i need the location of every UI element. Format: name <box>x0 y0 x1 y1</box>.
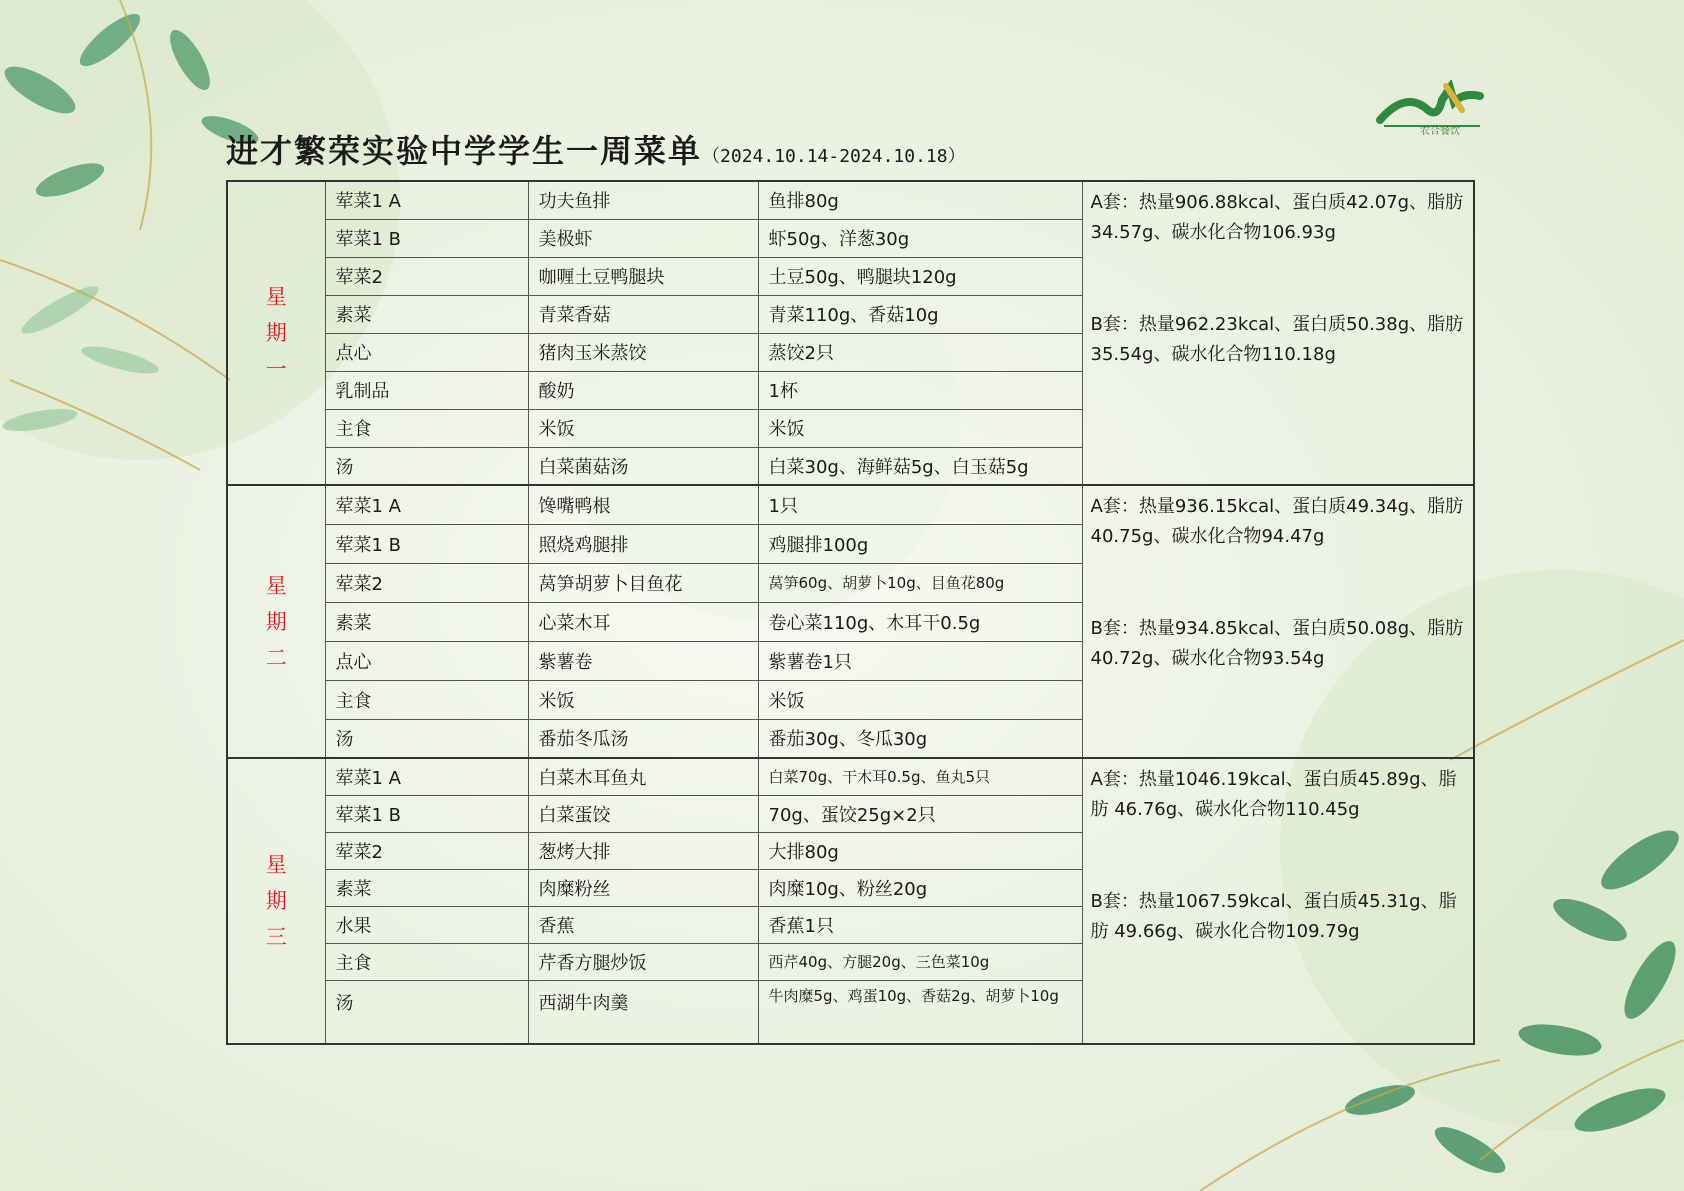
category-cell: 汤 <box>325 980 528 1044</box>
title-date-range: （2024.10.14-2024.10.18） <box>702 146 966 167</box>
ingredients-cell: 肉糜10g、粉丝20g <box>758 869 1082 906</box>
table-row <box>227 758 1474 795</box>
category-cell: 荤菜1 B <box>325 524 528 563</box>
category-cell: 荤菜2 <box>325 257 528 295</box>
ingredients-cell: 紫薯卷1只 <box>758 641 1082 680</box>
day-label <box>227 758 325 1044</box>
table-row <box>227 485 1474 524</box>
logo-text: 农合餐饮 <box>1420 126 1460 137</box>
nutrition-b: B套：热量1067.59kcal、蛋白质45.31g、脂肪 49.66g、碳水化合物109.79g <box>1090 891 1457 942</box>
day-name: 星 期 二 <box>265 573 287 670</box>
dish-cell: 西湖牛肉羹 <box>528 980 758 1044</box>
dish-cell: 咖喱土豆鸭腿块 <box>528 257 758 295</box>
page-title <box>226 126 966 172</box>
nutrition-a: A套：热量936.15kcal、蛋白质49.34g、脂肪 40.75g、碳水化合物94.47g <box>1090 496 1464 547</box>
category-cell: 荤菜2 <box>325 563 528 602</box>
category-cell: 乳制品 <box>325 371 528 409</box>
ingredients-cell: 莴笋60g、胡萝卜10g、目鱼花80g <box>758 563 1082 602</box>
ingredients-cell: 蒸饺2只 <box>758 333 1082 371</box>
dish-cell: 番茄冬瓜汤 <box>528 719 758 758</box>
category-cell: 点心 <box>325 333 528 371</box>
category-cell: 点心 <box>325 641 528 680</box>
ingredients-cell: 大排80g <box>758 832 1082 869</box>
nutrition-b: B套：热量934.85kcal、蛋白质50.08g、脂肪 40.72g、碳水化合物93.54g <box>1090 618 1464 669</box>
ingredients-cell: 虾50g、洋葱30g <box>758 219 1082 257</box>
ingredients-cell: 1只 <box>758 485 1082 524</box>
category-cell: 荤菜1 A <box>325 485 528 524</box>
dish-cell: 芹香方腿炒饭 <box>528 943 758 980</box>
ingredients-cell: 鱼排80g <box>758 181 1082 219</box>
dish-cell: 酸奶 <box>528 371 758 409</box>
dish-cell: 香蕉 <box>528 906 758 943</box>
dish-cell: 猪肉玉米蒸饺 <box>528 333 758 371</box>
dish-cell: 心菜木耳 <box>528 602 758 641</box>
category-cell: 主食 <box>325 409 528 447</box>
ingredients-cell: 米饭 <box>758 409 1082 447</box>
table-row <box>227 181 1474 219</box>
dish-cell: 葱烤大排 <box>528 832 758 869</box>
ingredients-cell: 卷心菜110g、木耳干0.5g <box>758 602 1082 641</box>
category-cell: 素菜 <box>325 869 528 906</box>
nutrition-a: A套：热量906.88kcal、蛋白质42.07g、脂肪 34.57g、碳水化合物106.93g <box>1090 192 1464 243</box>
day-name: 星 期 三 <box>265 853 287 949</box>
ingredients-cell: 白菜30g、海鲜菇5g、白玉菇5g <box>758 447 1082 485</box>
category-cell: 荤菜1 A <box>325 181 528 219</box>
ingredients-cell: 70g、蛋饺25g×2只 <box>758 795 1082 832</box>
ingredients-cell: 西芹40g、方腿20g、三色菜10g <box>758 943 1082 980</box>
category-cell: 荤菜1 B <box>325 795 528 832</box>
dish-cell: 白菜蛋饺 <box>528 795 758 832</box>
dish-cell: 功夫鱼排 <box>528 181 758 219</box>
ingredients-cell: 牛肉糜5g、鸡蛋10g、香菇2g、胡萝卜10g <box>758 980 1082 1044</box>
dish-cell: 白菜木耳鱼丸 <box>528 758 758 795</box>
ingredients-cell: 米饭 <box>758 680 1082 719</box>
nutrition-cell <box>1082 758 1474 1044</box>
ingredients-cell: 鸡腿排100g <box>758 524 1082 563</box>
category-cell: 素菜 <box>325 602 528 641</box>
day-name: 星 期 一 <box>265 285 287 381</box>
category-cell: 荤菜1 B <box>325 219 528 257</box>
dish-cell: 米饭 <box>528 409 758 447</box>
category-cell: 素菜 <box>325 295 528 333</box>
ingredients-cell: 番茄30g、冬瓜30g <box>758 719 1082 758</box>
ingredients-cell: 青菜110g、香菇10g <box>758 295 1082 333</box>
category-cell: 主食 <box>325 943 528 980</box>
dish-cell: 米饭 <box>528 680 758 719</box>
category-cell: 主食 <box>325 680 528 719</box>
ingredients-cell: 土豆50g、鸭腿块120g <box>758 257 1082 295</box>
nutrition-b: B套：热量962.23kcal、蛋白质50.38g、脂肪 35.54g、碳水化合物110.18g <box>1090 314 1464 365</box>
category-cell: 汤 <box>325 719 528 758</box>
day-label <box>227 485 325 758</box>
day-label <box>227 181 325 485</box>
dish-cell: 紫薯卷 <box>528 641 758 680</box>
ingredients-cell: 香蕉1只 <box>758 906 1082 943</box>
dish-cell: 馋嘴鸭根 <box>528 485 758 524</box>
title-main: 进才繁荣实验中学学生一周菜单 <box>226 132 703 170</box>
nutrition-cell <box>1082 181 1474 485</box>
category-cell: 荤菜2 <box>325 832 528 869</box>
category-cell: 汤 <box>325 447 528 485</box>
nutrition-a: A套：热量1046.19kcal、蛋白质45.89g、脂肪 46.76g、碳水化合物110.45g <box>1090 769 1457 820</box>
dish-cell: 莴笋胡萝卜目鱼花 <box>528 563 758 602</box>
dish-cell: 美极虾 <box>528 219 758 257</box>
ingredients-cell: 1杯 <box>758 371 1082 409</box>
dish-cell: 白菜菌菇汤 <box>528 447 758 485</box>
category-cell: 水果 <box>325 906 528 943</box>
nutrition-cell <box>1082 485 1474 758</box>
dish-cell: 照烧鸡腿排 <box>528 524 758 563</box>
ingredients-cell: 白菜70g、干木耳0.5g、鱼丸5只 <box>758 758 1082 795</box>
category-cell: 荤菜1 A <box>325 758 528 795</box>
dish-cell: 青菜香菇 <box>528 295 758 333</box>
weekly-menu-table <box>226 180 1475 1045</box>
dish-cell: 肉糜粉丝 <box>528 869 758 906</box>
